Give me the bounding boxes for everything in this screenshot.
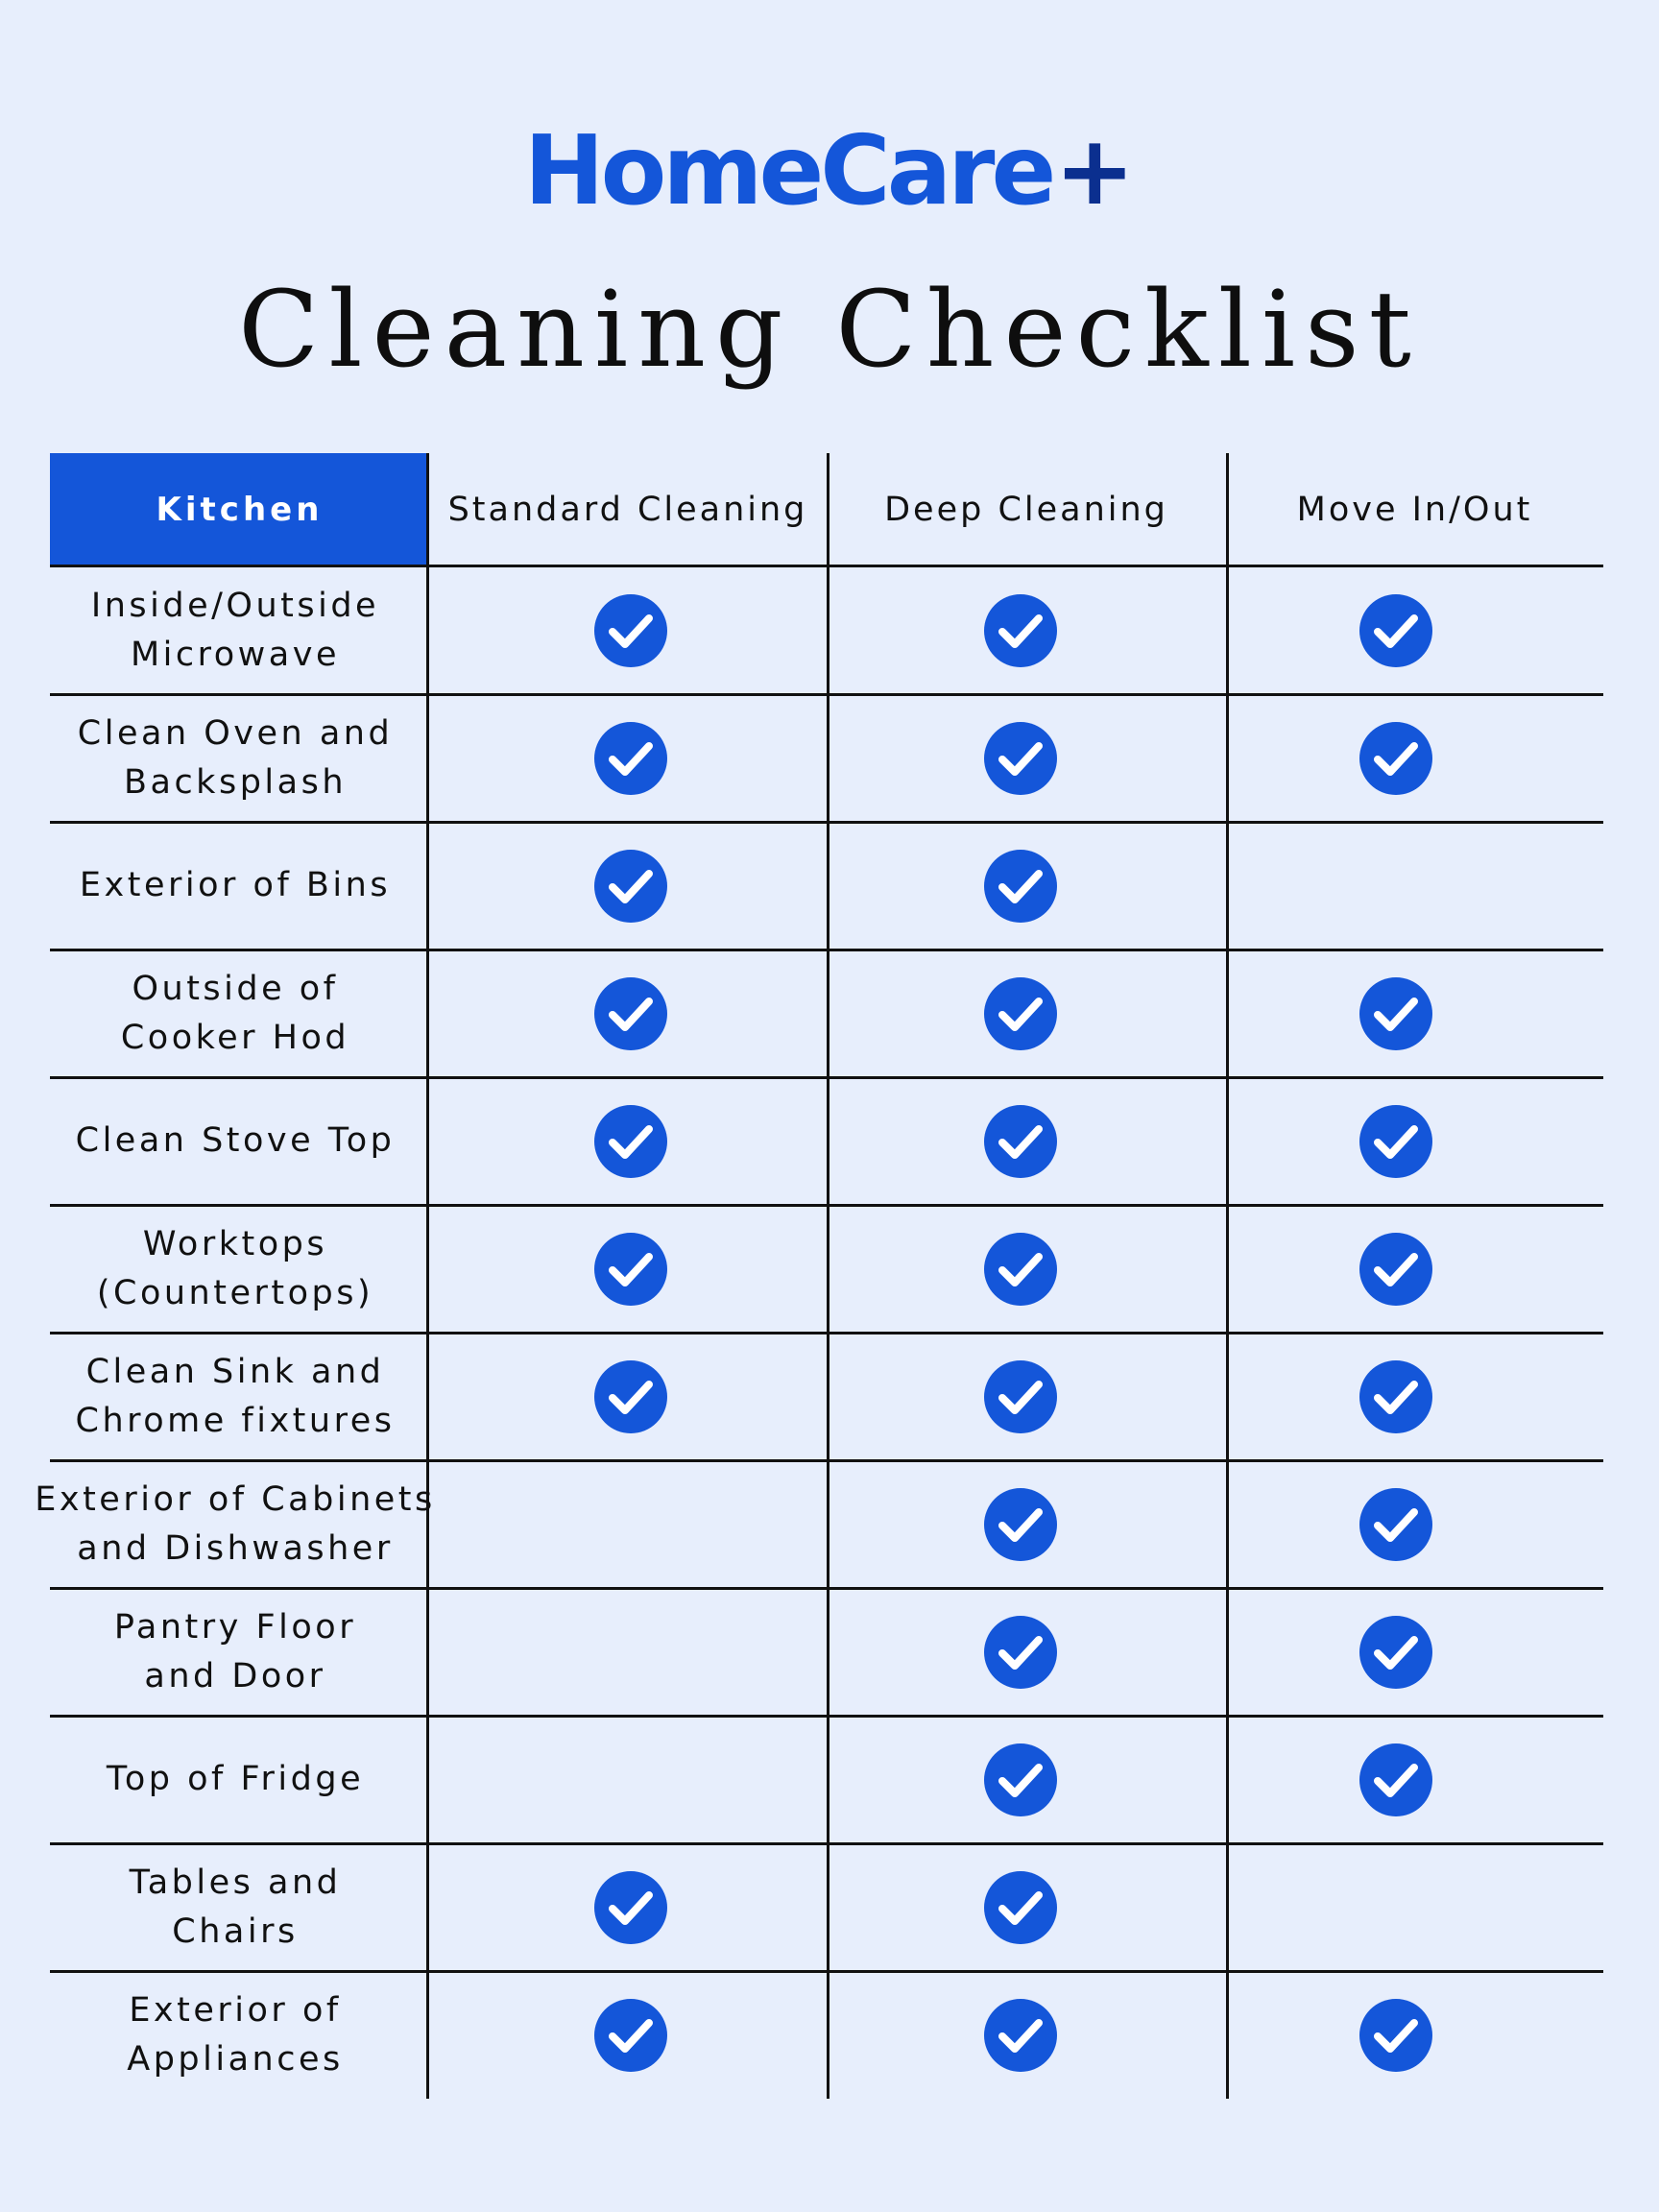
check-circle-icon — [593, 593, 668, 668]
check-circle-icon — [593, 1104, 668, 1179]
check-circle-icon — [983, 1743, 1058, 1817]
check-circle-icon — [983, 1998, 1058, 2073]
check-circle-icon — [1358, 976, 1433, 1051]
column-divider — [827, 453, 830, 2099]
row-label-exterior-of-bins: Exterior of Bins — [79, 866, 392, 904]
page-title: Cleaning Checklist — [238, 268, 1421, 391]
check-circle-icon — [1358, 593, 1433, 668]
check-circle-icon — [983, 976, 1058, 1051]
check-circle-icon — [983, 1870, 1058, 1945]
row-label-exterior-of-appliances: Exterior of Appliances — [127, 1990, 344, 2079]
check-circle-icon — [1358, 1615, 1433, 1690]
check-circle-icon — [1358, 1743, 1433, 1817]
check-circle-icon — [983, 1359, 1058, 1434]
check-circle-icon — [983, 1487, 1058, 1562]
check-circle-icon — [983, 593, 1058, 668]
check-circle-icon — [593, 1232, 668, 1307]
check-circle-icon — [593, 849, 668, 924]
check-circle-icon — [1358, 1487, 1433, 1562]
check-circle-icon — [1358, 1104, 1433, 1179]
logo-plus-icon: + — [1054, 114, 1136, 227]
check-circle-icon — [1358, 1232, 1433, 1307]
row-label-clean-stove-top: Clean Stove Top — [75, 1121, 396, 1160]
check-circle-icon — [593, 1870, 668, 1945]
corner-header-kitchen: Kitchen — [50, 453, 429, 566]
row-label-exterior-of-cabinets-and-dishwasher: Exterior of Cabinets and Dishwasher — [35, 1479, 436, 1568]
row-label-inside-outside-microwave: Inside/Outside Microwave — [90, 586, 380, 674]
check-circle-icon — [1358, 1359, 1433, 1434]
column-header-standard-cleaning: Standard Cleaning — [447, 491, 808, 529]
check-circle-icon — [983, 849, 1058, 924]
column-divider — [1226, 453, 1229, 2099]
column-header-move-in-out: Move In/Out — [1296, 491, 1533, 529]
column-header-deep-cleaning: Deep Cleaning — [884, 491, 1168, 529]
check-circle-icon — [983, 721, 1058, 796]
check-circle-icon — [593, 1998, 668, 2073]
row-label-outside-of-cooker-hod: Outside of Cooker Hod — [120, 969, 350, 1057]
check-circle-icon — [593, 721, 668, 796]
check-circle-icon — [1358, 1998, 1433, 2073]
row-label-worktops-countertops: Worktops (Countertops) — [96, 1224, 374, 1312]
check-circle-icon — [593, 976, 668, 1051]
row-label-pantry-floor-and-door: Pantry Floor and Door — [113, 1607, 357, 1695]
check-circle-icon — [983, 1104, 1058, 1179]
row-label-tables-and-chairs: Tables and Chairs — [129, 1863, 342, 1951]
row-label-clean-sink-and-chrome-fixtures: Clean Sink and Chrome fixtures — [75, 1352, 396, 1440]
row-label-top-of-fridge: Top of Fridge — [106, 1760, 365, 1798]
check-circle-icon — [983, 1615, 1058, 1690]
check-circle-icon — [1358, 721, 1433, 796]
check-circle-icon — [983, 1232, 1058, 1307]
row-label-clean-oven-and-backsplash: Clean Oven and Backsplash — [77, 713, 394, 802]
logo-wordmark: HomeCare — [523, 114, 1053, 227]
check-circle-icon — [593, 1359, 668, 1434]
